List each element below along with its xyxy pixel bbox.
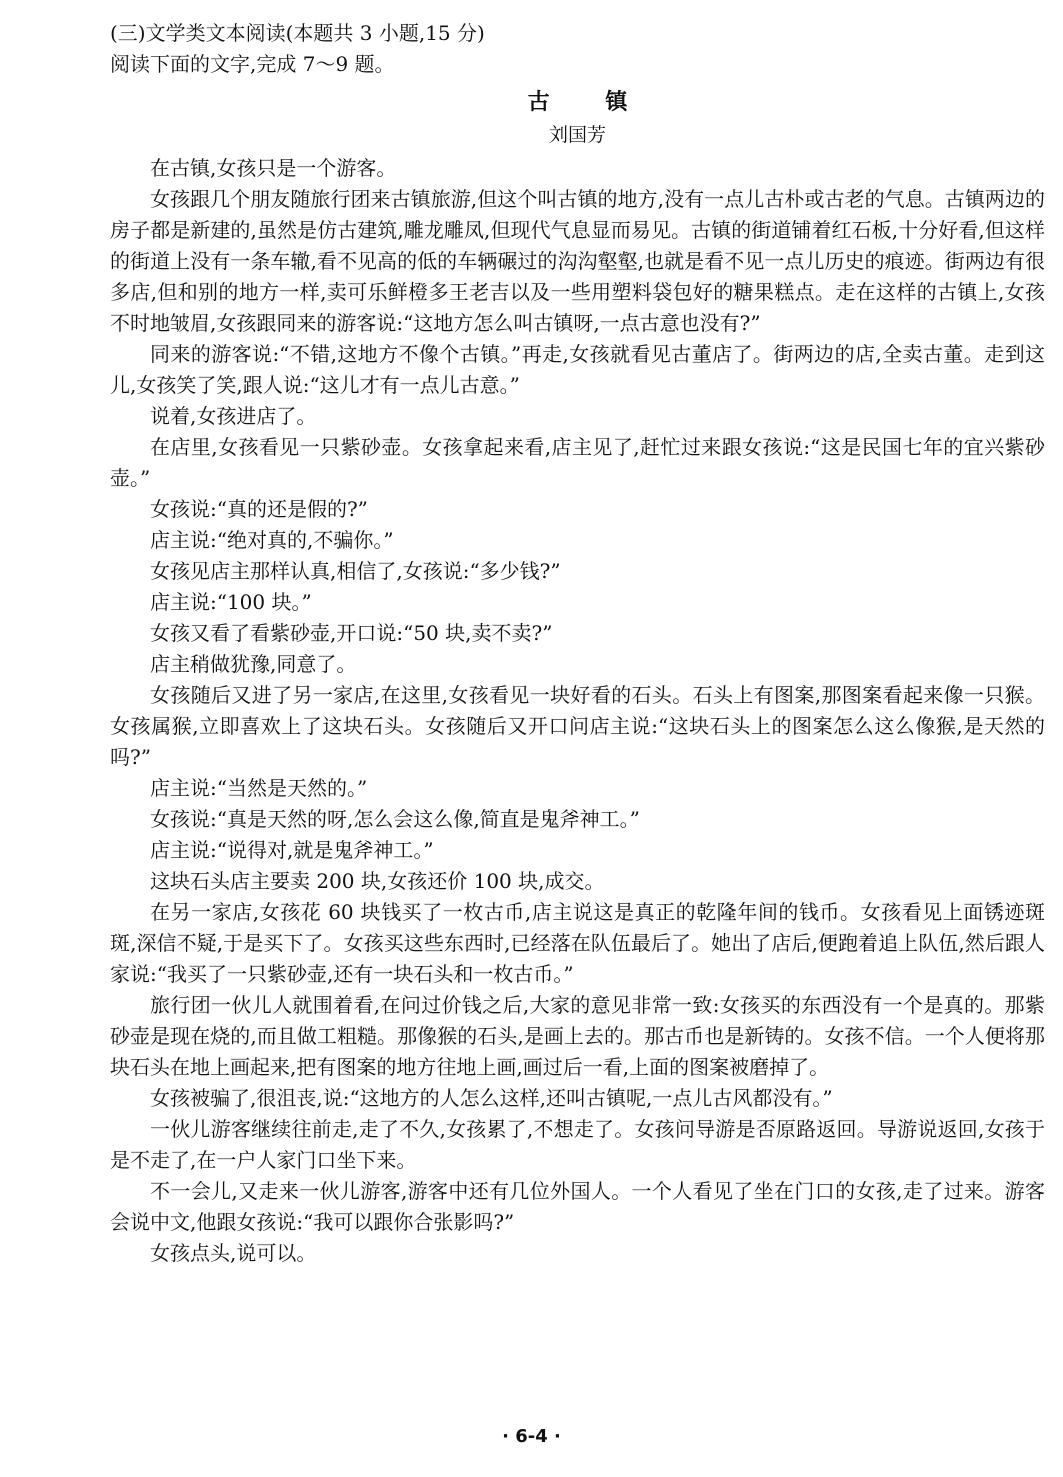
article-paragraph: 在古镇,女孩只是一个游客。 [150, 156, 397, 180]
article-paragraph: 女孩又看了看紫砂壶,开口说:“50 块,卖不卖?” [150, 621, 553, 645]
article-paragraph: 店主说:“当然是天然的。” [150, 776, 368, 800]
page-number: · 6-4 · [502, 1426, 561, 1447]
article-paragraph: 说着,女孩进店了。 [150, 404, 317, 428]
article-paragraph: 在另一家店,女孩花 60 块钱买了一枚古币,店主说这是真正的乾隆年间的钱币。女孩看见上面锈迹斑斑,深信不疑,于是买下了。女孩买这些东西时,已经落在队伍最后了。她出了店后,便跑着追上队伍,然后跟人家说:“我买了一只紫砂壶,还有一块石头和一枚古币。” [110, 900, 1045, 986]
article-paragraph: 同来的游客说:“不错,这地方不像个古镇。”再走,女孩就看见古董店了。街两边的店,全卖古董。走到这儿,女孩笑了笑,跟人说:“这儿才有一点儿古意。” [110, 342, 1045, 397]
article-paragraph: 店主说:“绝对真的,不骗你。” [150, 528, 394, 552]
article-paragraph: 女孩跟几个朋友随旅行团来古镇旅游,但这个叫古镇的地方,没有一点儿古朴或古老的气息。古镇两边的房子都是新建的,虽然是仿古建筑,雕龙雕凤,但现代气息显而易见。古镇的街道铺着红石板,十分好看,但这样的街道上没有一条车辙,看不见高的低的车辆碾过的沟沟壑壑,也就是看不见一点儿历史的痕迹。街两边有很多店,但和别的地方一样,卖可乐鲜橙多王老吉以及一些用塑料袋包好的糖果糕点。走在这样的古镇上,女孩不时地皱眉,女孩跟同来的游客说:“这地方怎么叫古镇呀,一点古意也没有?” [110, 187, 1045, 335]
article-paragraph: 一伙儿游客继续往前走,走了不久,女孩累了,不想走了。女孩问导游是否原路返回。导游说返回,女孩于是不走了,在一户人家门口坐下来。 [110, 1117, 1045, 1172]
article-paragraph: 女孩说:“真的还是假的?” [150, 497, 368, 521]
article-paragraph: 店主说:“100 块。” [150, 590, 312, 614]
article-paragraph: 旅行团一伙儿人就围着看,在问过价钱之后,大家的意见非常一致:女孩买的东西没有一个是真的。那紫砂壶是现在烧的,而且做工粗糙。那像猴的石头,是画上去的。那古币也是新铸的。女孩不信。一个人便将那块石头在地上画起来,把有图案的地方往地上画,画过后一看,上面的图案被磨掉了。 [110, 993, 1045, 1079]
article-author: 刘国芳 [548, 124, 606, 146]
article-paragraph: 女孩点头,说可以。 [150, 1241, 317, 1265]
article-paragraph: 女孩随后又进了另一家店,在这里,女孩看见一块好看的石头。石头上有图案,那图案看起来像一只猴。女孩属猴,立即喜欢上了这块石头。女孩随后又开口问店主说:“这块石头上的图案怎么这么像猴,是天然的吗?” [110, 683, 1045, 769]
article-title: 古 镇 [527, 89, 652, 115]
document-page [110, 18, 1045, 1269]
reading-instruction: 阅读下面的文字,完成 7～9 题。 [110, 52, 395, 76]
article-paragraph: 女孩说:“真是天然的呀,怎么会这么像,简直是鬼斧神工。” [150, 807, 640, 831]
article-paragraph: 店主稍做犹豫,同意了。 [150, 652, 357, 676]
article-paragraph: 这块石头店主要卖 200 块,女孩还价 100 块,成交。 [150, 869, 605, 893]
article-paragraph: 女孩见店主那样认真,相信了,女孩说:“多少钱?” [150, 559, 561, 583]
article-paragraph: 在店里,女孩看见一只紫砂壶。女孩拿起来看,店主见了,赶忙过来跟女孩说:“这是民国七年的宜兴紫砂壶。” [110, 435, 1045, 490]
section-heading: (三)文学类文本阅读(本题共 3 小题,15 分) [110, 21, 485, 45]
article-paragraph: 不一会儿,又走来一伙儿游客,游客中还有几位外国人。一个人看见了坐在门口的女孩,走了过来。游客会说中文,他跟女孩说:“我可以跟你合张影吗?” [110, 1179, 1045, 1234]
article-paragraph: 店主说:“说得对,就是鬼斧神工。” [150, 838, 434, 862]
article-paragraph: 女孩被骗了,很沮丧,说:“这地方的人怎么这样,还叫古镇呢,一点儿古风都没有。” [150, 1086, 833, 1110]
